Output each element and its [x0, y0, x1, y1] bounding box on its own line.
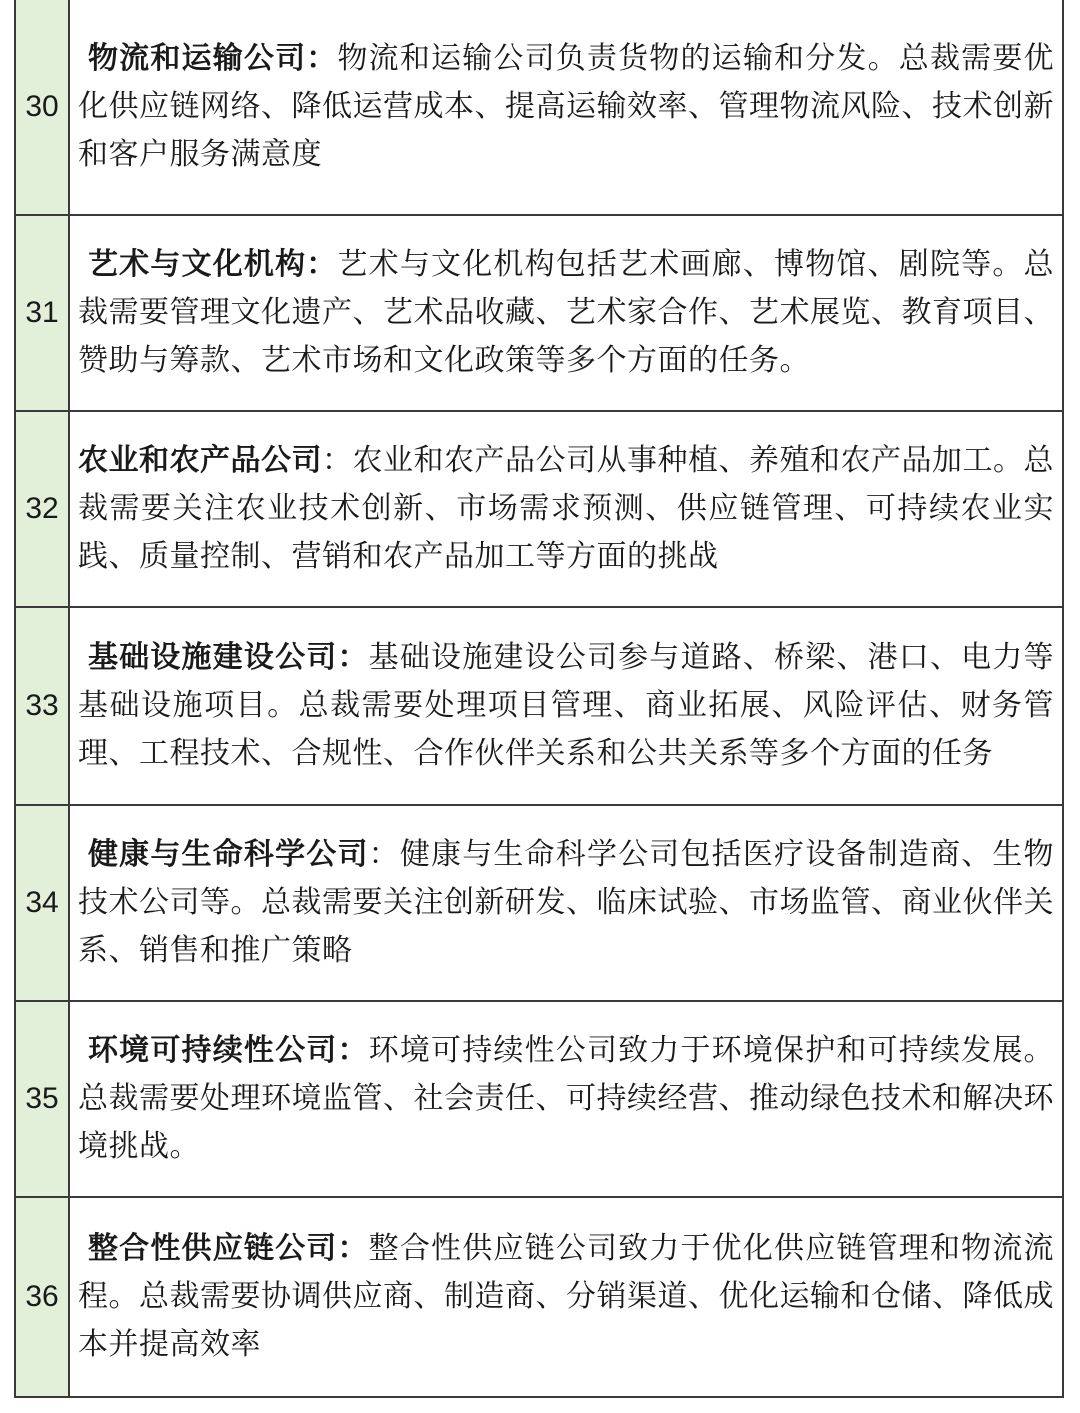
table-row: [16, 214, 1062, 410]
row-body: ：农业和农产品公司从事种植、养殖和农产品加工。总裁需要关注农业技术创新、市场需求预测、供应链管理、可持续农业实践、质量控制、营销和农产品加工等方面的挑战: [78, 443, 1054, 574]
row-description: [70, 412, 1062, 606]
row-title: 健康与生命科学公司: [88, 837, 369, 872]
table-row: [16, 0, 1062, 214]
row-number: 36: [16, 1198, 70, 1396]
row-description: [70, 608, 1062, 804]
row-number: 33: [16, 608, 70, 804]
row-title: 物流和运输公司：: [88, 41, 338, 76]
company-types-table: [14, 0, 1064, 1398]
description-paragraph: [78, 634, 1054, 778]
row-number: 35: [16, 1002, 70, 1196]
row-description: [70, 806, 1062, 1000]
row-body: 物流和运输公司负责货物的运输和分发。总裁需要优化供应链网络、降低运营成本、提高运输效率、管理物流风险、技术创新和客户服务满意度: [78, 41, 1055, 172]
row-number: 31: [16, 216, 70, 410]
description-paragraph: [78, 35, 1054, 179]
description-paragraph: [78, 1225, 1054, 1369]
row-title: 整合性供应链公司：: [88, 1231, 369, 1266]
row-title: 环境可持续性公司：: [88, 1033, 369, 1068]
row-description: [70, 1198, 1062, 1396]
row-description: [70, 216, 1062, 410]
row-title: 基础设施建设公司：: [88, 640, 369, 675]
description-paragraph: [78, 241, 1054, 385]
row-description: [70, 1002, 1062, 1196]
description-paragraph: [78, 1027, 1054, 1171]
table-row: [16, 1000, 1062, 1196]
row-body: 环境可持续性公司致力于环境保护和可持续发展。总裁需要处理环境监管、社会责任、可持续经营、推动绿色技术和解决环境挑战。: [78, 1033, 1055, 1164]
table-row: [16, 410, 1062, 606]
row-number: 32: [16, 412, 70, 606]
row-title: 艺术与文化机构：: [88, 247, 338, 282]
row-body: 艺术与文化机构包括艺术画廊、博物馆、剧院等。总裁需要管理文化遗产、艺术品收藏、艺术家合作、艺术展览、教育项目、赞助与筹款、艺术市场和文化政策等多个方面的任务。: [78, 247, 1055, 378]
table-row: [16, 1196, 1062, 1396]
row-title: 农业和农产品公司: [78, 443, 322, 478]
row-description: [70, 0, 1062, 214]
description-paragraph: [78, 437, 1054, 581]
row-number: 34: [16, 806, 70, 1000]
table-row: [16, 606, 1062, 804]
row-body: 整合性供应链公司致力于优化供应链管理和物流流程。总裁需要协调供应商、制造商、分销渠道、优化运输和仓储、降低成本并提高效率: [78, 1231, 1055, 1362]
table-row: [16, 804, 1062, 1000]
row-body: ：健康与生命科学公司包括医疗设备制造商、生物技术公司等。总裁需要关注创新研发、临床试验、市场监管、商业伙伴关系、销售和推广策略: [78, 837, 1055, 968]
row-number: 30: [16, 0, 70, 214]
description-paragraph: [78, 831, 1054, 975]
row-body: 基础设施建设公司参与道路、桥梁、港口、电力等基础设施项目。总裁需要处理项目管理、商业拓展、风险评估、财务管理、工程技术、合规性、合作伙伴关系和公共关系等多个方面的任务: [78, 640, 1055, 771]
